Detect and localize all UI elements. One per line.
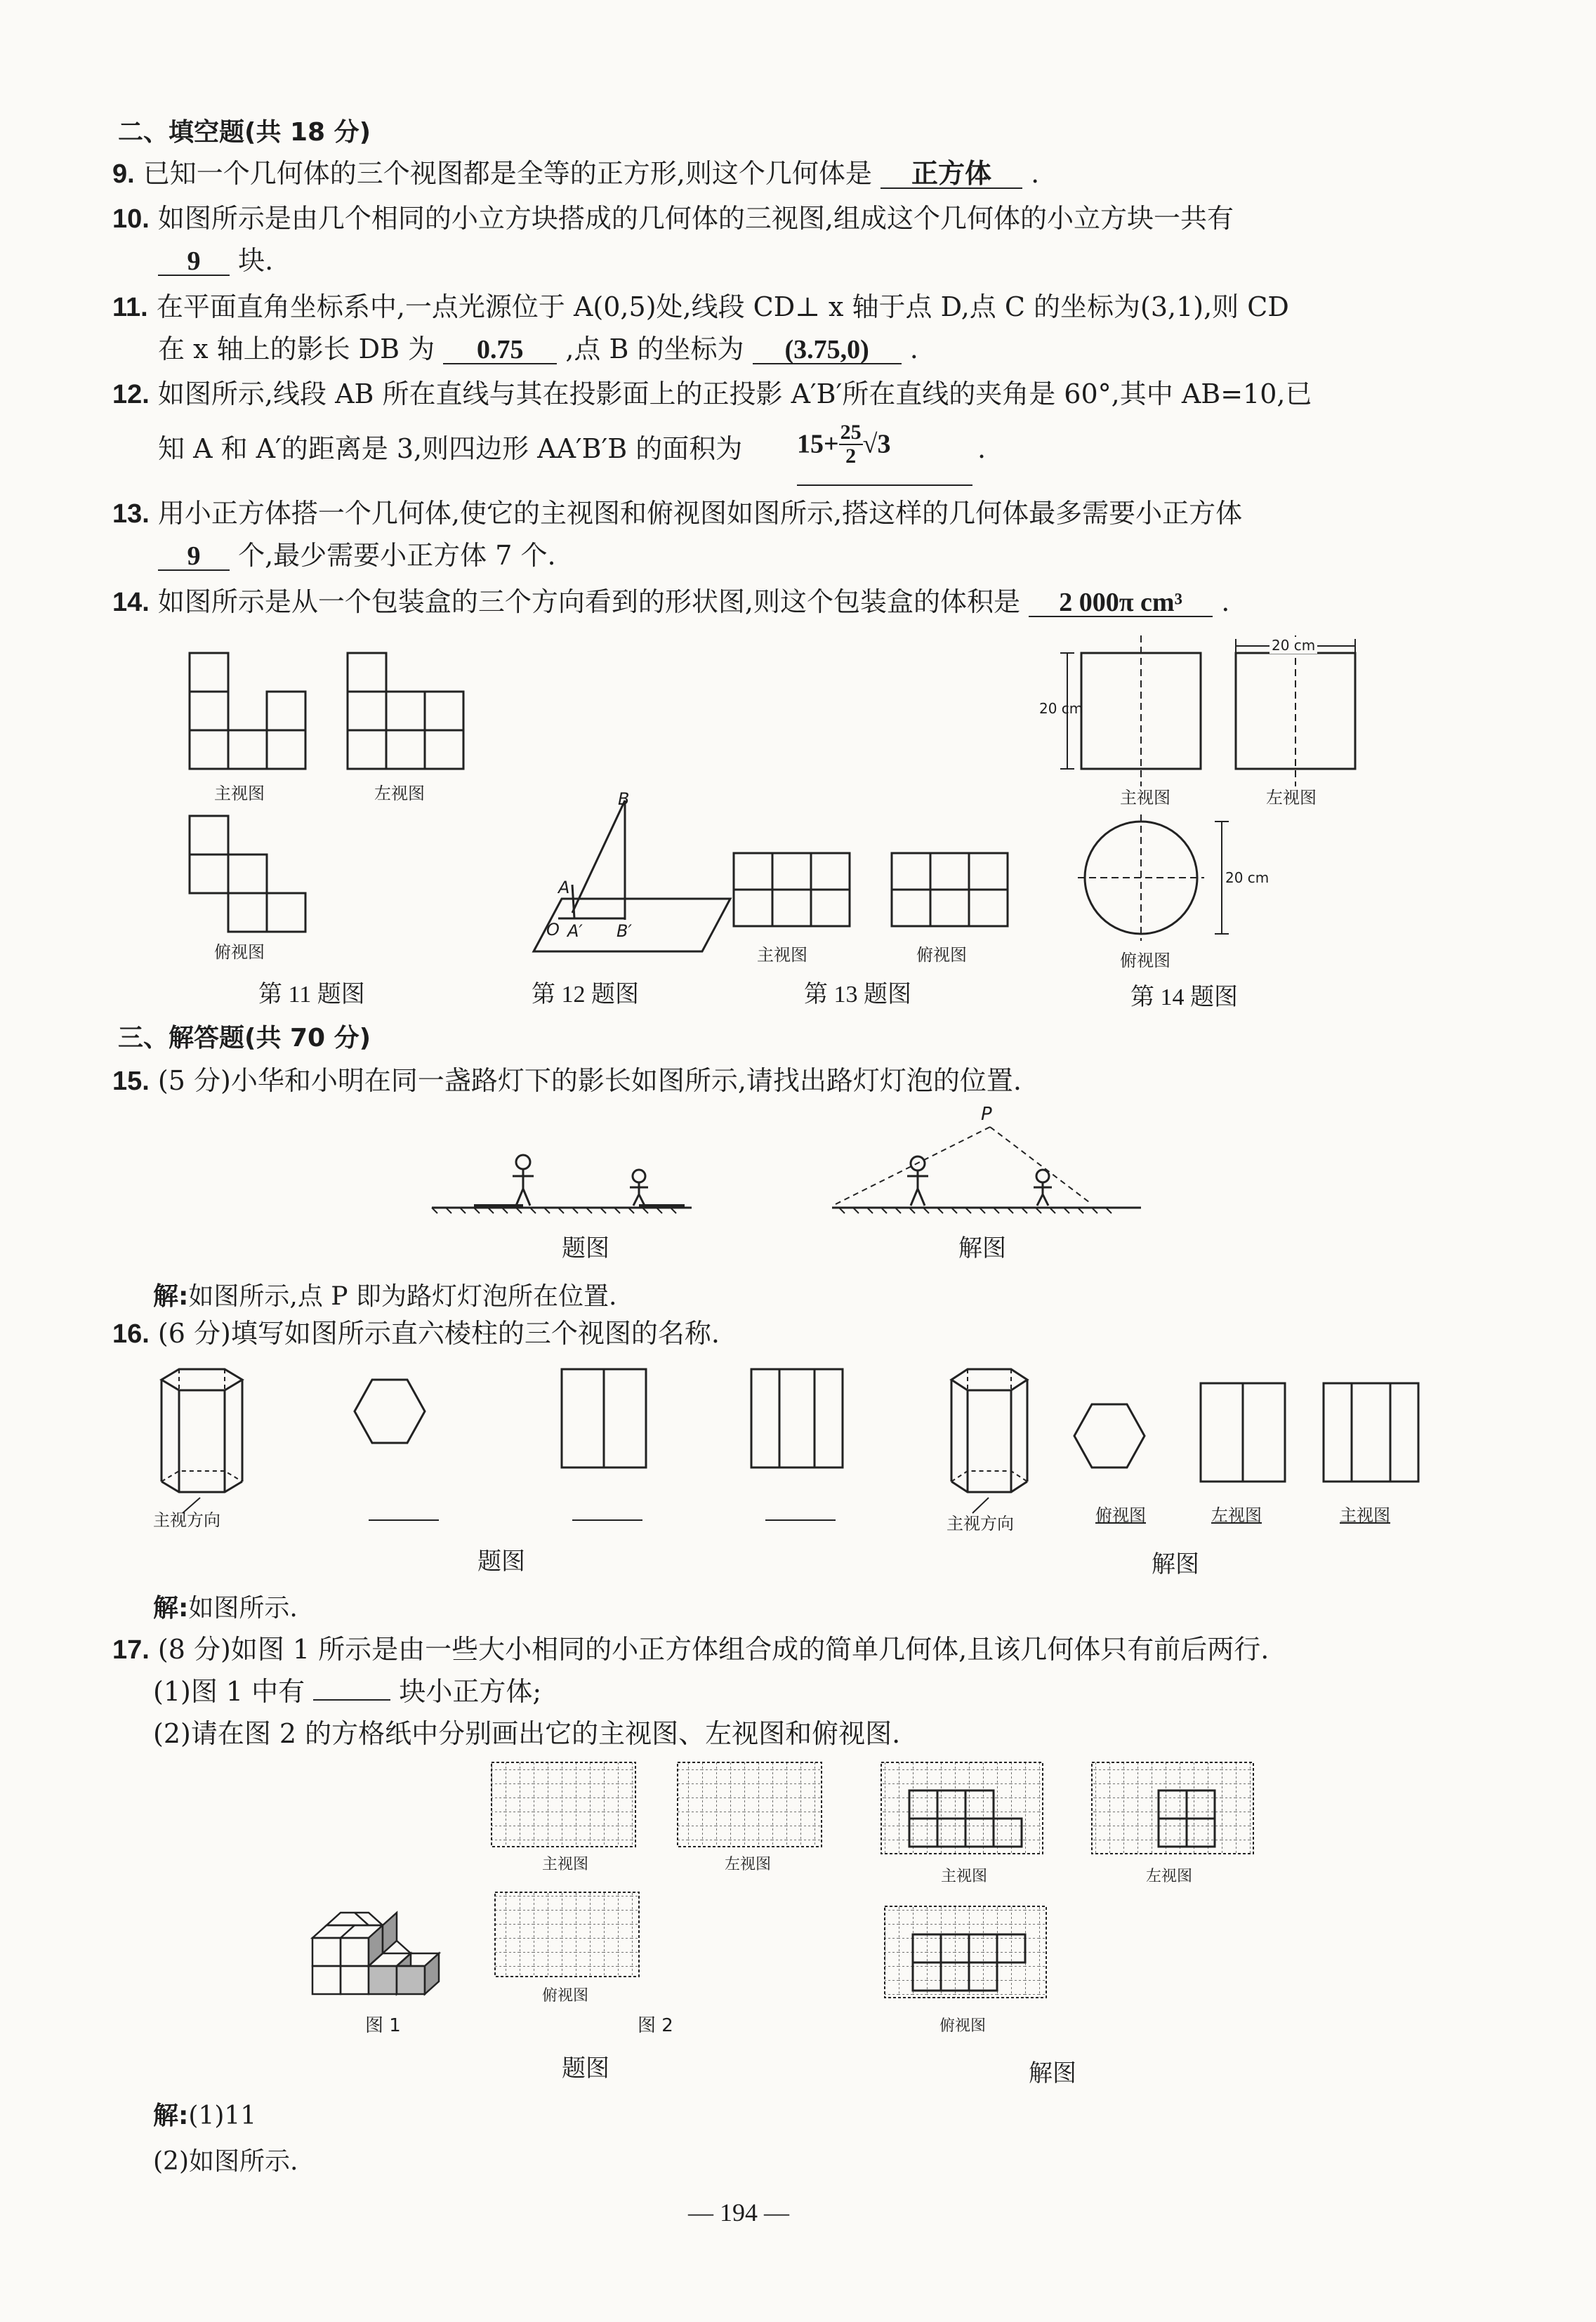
fig16-hexagon-view bbox=[355, 1380, 425, 1443]
fig17-solution-grid-left bbox=[1092, 1762, 1253, 1854]
q12-text2: 知 A 和 A′的距离是 3,则四边形 AA′B′B 的面积为 bbox=[158, 433, 743, 464]
fig12-label-A: A bbox=[558, 878, 570, 897]
q13-text2: 个,最少需要小正方体 7 个. bbox=[238, 540, 556, 571]
question-11-line2 bbox=[158, 336, 918, 364]
fig14-diameter-dim-label: 20 cm bbox=[1225, 869, 1269, 886]
fig14-caption: 第 14 题图 bbox=[1130, 984, 1238, 1010]
fig12-label-O: O bbox=[546, 920, 560, 939]
q17-sub1 bbox=[153, 1678, 541, 1705]
q15-solution bbox=[153, 1277, 616, 1312]
q12-fraction-numerator: 25 bbox=[840, 421, 862, 444]
fig14-height-dim-label: 20 cm bbox=[1039, 700, 1083, 717]
fig17-fig1-label: 图 1 bbox=[365, 2015, 401, 2036]
fig13-caption: 第 13 题图 bbox=[804, 982, 911, 1008]
fig11-main-view-grid bbox=[190, 653, 305, 769]
fig16-solution-rect-1 bbox=[1201, 1383, 1285, 1482]
fig12-label-B: B bbox=[618, 789, 630, 809]
fig16-direction-label: 主视方向 bbox=[153, 1510, 220, 1530]
q17-solution-label: 解: bbox=[153, 2102, 189, 2130]
fig17-grid-top-label: 俯视图 bbox=[542, 1987, 589, 2005]
q17-sub1-blank bbox=[313, 1699, 390, 1701]
fig17-solution-left-label: 左视图 bbox=[1146, 1868, 1193, 1885]
q17-number: 17. bbox=[112, 1635, 150, 1665]
fig13-views bbox=[730, 850, 1025, 934]
question-15 bbox=[112, 1067, 1022, 1095]
q10-answer: 9 bbox=[158, 248, 230, 276]
fig16-rect-view-2 bbox=[751, 1369, 843, 1467]
question-16 bbox=[112, 1320, 720, 1347]
q11-end: . bbox=[909, 334, 918, 364]
fig11-caption: 第 11 题图 bbox=[258, 982, 365, 1008]
q9-number: 9. bbox=[112, 159, 135, 189]
q15-solution-text: 如图所示,点 P 即为路灯灯泡所在位置. bbox=[188, 1282, 617, 1311]
q13-number: 13. bbox=[112, 499, 150, 529]
fig12-line-AA bbox=[572, 885, 574, 918]
q10-end: 块. bbox=[238, 245, 274, 276]
fig11-top-label: 俯视图 bbox=[214, 942, 265, 962]
q15-text: (5 分)小华和小明在同一盏路灯下的影长如图所示,请找出路灯灯泡的位置. bbox=[157, 1065, 1022, 1096]
q10-text: 如图所示是由几个相同的小立方块搭成的几何体的三视图,组成这个几何体的小立方块一共有 bbox=[157, 203, 1234, 234]
question-13 bbox=[112, 500, 1242, 527]
fig15-ray-right bbox=[990, 1127, 1092, 1204]
fig13-top-view-grid bbox=[892, 853, 1008, 926]
fig13-main-view-grid bbox=[734, 853, 850, 926]
fig17-grid-main-label: 主视图 bbox=[542, 1856, 589, 1873]
fig17-grid-figures bbox=[309, 1755, 1278, 2050]
q12-number: 12. bbox=[112, 380, 150, 409]
fig13-main-label: 主视图 bbox=[757, 945, 807, 965]
fig16-solution-rect-2 bbox=[1324, 1383, 1418, 1482]
q12-answer-fraction bbox=[839, 421, 863, 467]
q12-answer-a: 15+ bbox=[797, 429, 839, 459]
q11-text: 在平面直角坐标系中,一点光源位于 A(0,5)处,线段 CD⊥ x 轴于点 D,点 C 的坐标为(3,1),则 CD bbox=[156, 291, 1289, 322]
fig17-solution-grid-main bbox=[881, 1762, 1043, 1854]
fig17-fig2-label: 图 2 bbox=[638, 2015, 673, 2036]
fig17-grid-main bbox=[492, 1762, 635, 1847]
fig15-street-lamp bbox=[432, 1106, 1148, 1218]
fig16-answer-top: 俯视图 bbox=[1095, 1505, 1146, 1525]
fig16-rect-view-1 bbox=[562, 1369, 646, 1467]
q14-end: . bbox=[1221, 586, 1230, 617]
fig17-solution-top-label: 俯视图 bbox=[939, 2017, 987, 2035]
fig17-grid-top bbox=[495, 1892, 639, 1977]
q10-number: 10. bbox=[112, 204, 150, 234]
fig16-problem-caption: 题图 bbox=[477, 1549, 525, 1575]
fig11-main-label: 主视图 bbox=[214, 784, 265, 803]
q16-solution bbox=[153, 1588, 298, 1624]
fig11-left-view-grid bbox=[348, 653, 463, 769]
fig11-top-view-grid bbox=[190, 816, 305, 932]
q9-end: . bbox=[1031, 158, 1040, 189]
q15-number: 15. bbox=[112, 1067, 150, 1096]
q11-answer1: 0.75 bbox=[443, 336, 557, 364]
fig15-problem-caption: 题图 bbox=[562, 1236, 609, 1262]
question-13-line2 bbox=[158, 542, 556, 571]
question-14 bbox=[112, 588, 1229, 617]
q16-text: (6 分)填写如图所示直六棱柱的三个视图的名称. bbox=[157, 1318, 720, 1349]
fig14-main-label: 主视图 bbox=[1120, 788, 1170, 807]
fig16-answer-left: 左视图 bbox=[1211, 1505, 1262, 1525]
fig17-solution-main-label: 主视图 bbox=[941, 1868, 988, 1885]
fig12-segment-AB-extended bbox=[572, 800, 625, 913]
fig12-label-A-prime: A′ bbox=[567, 921, 583, 941]
fig12-caption: 第 12 题图 bbox=[532, 982, 639, 1008]
fig16-solution-hexagon bbox=[1074, 1404, 1145, 1467]
q16-solution-label: 解: bbox=[153, 1594, 189, 1623]
question-10 bbox=[112, 205, 1234, 232]
q9-text: 已知一个几何体的三个视图都是全等的正方形,则这个几何体是 bbox=[143, 158, 872, 189]
fig14-top-label: 俯视图 bbox=[1120, 951, 1170, 970]
fig17-grid-left bbox=[678, 1762, 822, 1847]
fig15-person-tall bbox=[513, 1155, 534, 1206]
q17-solution bbox=[153, 2096, 256, 2132]
fig14-width-dim-label: 20 cm bbox=[1269, 637, 1317, 654]
q12-answer bbox=[797, 421, 972, 486]
q16-number: 16. bbox=[112, 1319, 150, 1349]
q14-number: 14. bbox=[112, 588, 150, 617]
fig17-grid-left-label: 左视图 bbox=[725, 1856, 772, 1873]
question-12-line2 bbox=[158, 435, 742, 462]
q15-solution-label: 解: bbox=[153, 1282, 189, 1311]
fig12-label-B-prime: B′ bbox=[616, 921, 632, 941]
q17-sub1-text: (1)图 1 中有 bbox=[153, 1676, 305, 1707]
fig15-person-short bbox=[630, 1170, 648, 1206]
section-title-fill-blank: 二、填空题(共 18 分) bbox=[118, 118, 371, 147]
q11-text2: 在 x 轴上的影长 DB 为 bbox=[158, 334, 435, 364]
q12-fraction-denominator: 2 bbox=[845, 444, 857, 468]
fig11-left-label: 左视图 bbox=[374, 784, 425, 803]
fig17-problem-caption: 题图 bbox=[562, 2056, 609, 2082]
q14-answer: 2 000π cm³ bbox=[1029, 589, 1213, 617]
q13-answer: 9 bbox=[158, 543, 230, 571]
fig16-solution-direction-label: 主视方向 bbox=[947, 1514, 1014, 1533]
q12-text: 如图所示,线段 AB 所在直线与其在投影面上的正投影 A′B′所在直线的夹角是 60°,其中 AB=10,已 bbox=[157, 378, 1312, 409]
q9-answer: 正方体 bbox=[881, 161, 1022, 189]
q12-end: . bbox=[977, 433, 987, 464]
question-12 bbox=[112, 378, 1312, 409]
q11-text3: ,点 B 的坐标为 bbox=[565, 334, 744, 364]
q11-answer2: (3.75,0) bbox=[753, 336, 902, 364]
fig15-label-P: P bbox=[981, 1104, 992, 1125]
section-title-solve: 三、解答题(共 70 分) bbox=[118, 1024, 371, 1053]
fig14-left-label: 左视图 bbox=[1266, 788, 1317, 807]
q12-answer-b: √3 bbox=[862, 429, 891, 459]
fig16-solution-caption: 解图 bbox=[1152, 1552, 1199, 1578]
question-11 bbox=[112, 293, 1289, 321]
fig17-solution-caption: 解图 bbox=[1029, 2061, 1076, 2087]
q14-text: 如图所示是从一个包装盒的三个方向看到的形状图,则这个包装盒的体积是 bbox=[157, 586, 1021, 617]
q17-text: (8 分)如图 1 所示是由一些大小相同的小正方体组合成的简单几何体,且该几何体只有前后两行. bbox=[157, 1634, 1269, 1665]
fig12-plane bbox=[534, 899, 730, 951]
q17-sub1-end: 块小正方体; bbox=[399, 1676, 542, 1707]
question-17 bbox=[112, 1636, 1269, 1663]
q16-solution-text: 如图所示. bbox=[188, 1594, 298, 1623]
q17-solution-1: (1)11 bbox=[188, 2102, 257, 2130]
q11-number: 11. bbox=[112, 293, 148, 322]
q17-solution-2: (2)如图所示. bbox=[153, 2147, 298, 2176]
fig15-solution-caption: 解图 bbox=[958, 1236, 1006, 1262]
fig15-ray-left bbox=[836, 1127, 990, 1204]
fig17-solution-grid-top bbox=[885, 1906, 1046, 1998]
fig16-prism-solution bbox=[951, 1369, 1027, 1513]
fig13-top-label: 俯视图 bbox=[916, 945, 967, 965]
fig15-solution bbox=[832, 1127, 1141, 1213]
page-number: — 194 — bbox=[688, 2198, 789, 2227]
fig16-prism-problem bbox=[161, 1369, 242, 1513]
fig16-answer-main: 主视图 bbox=[1340, 1505, 1390, 1525]
q13-text: 用小正方体搭一个几何体,使它的主视图和俯视图如图所示,搭这样的几何体最多需要小正方体 bbox=[157, 498, 1243, 529]
question-9 bbox=[112, 160, 1039, 189]
q17-sub2: (2)请在图 2 的方格纸中分别画出它的主视图、左视图和俯视图. bbox=[153, 1718, 901, 1749]
fig17-cube-figure bbox=[312, 1913, 439, 1994]
question-10-line2 bbox=[158, 247, 273, 276]
